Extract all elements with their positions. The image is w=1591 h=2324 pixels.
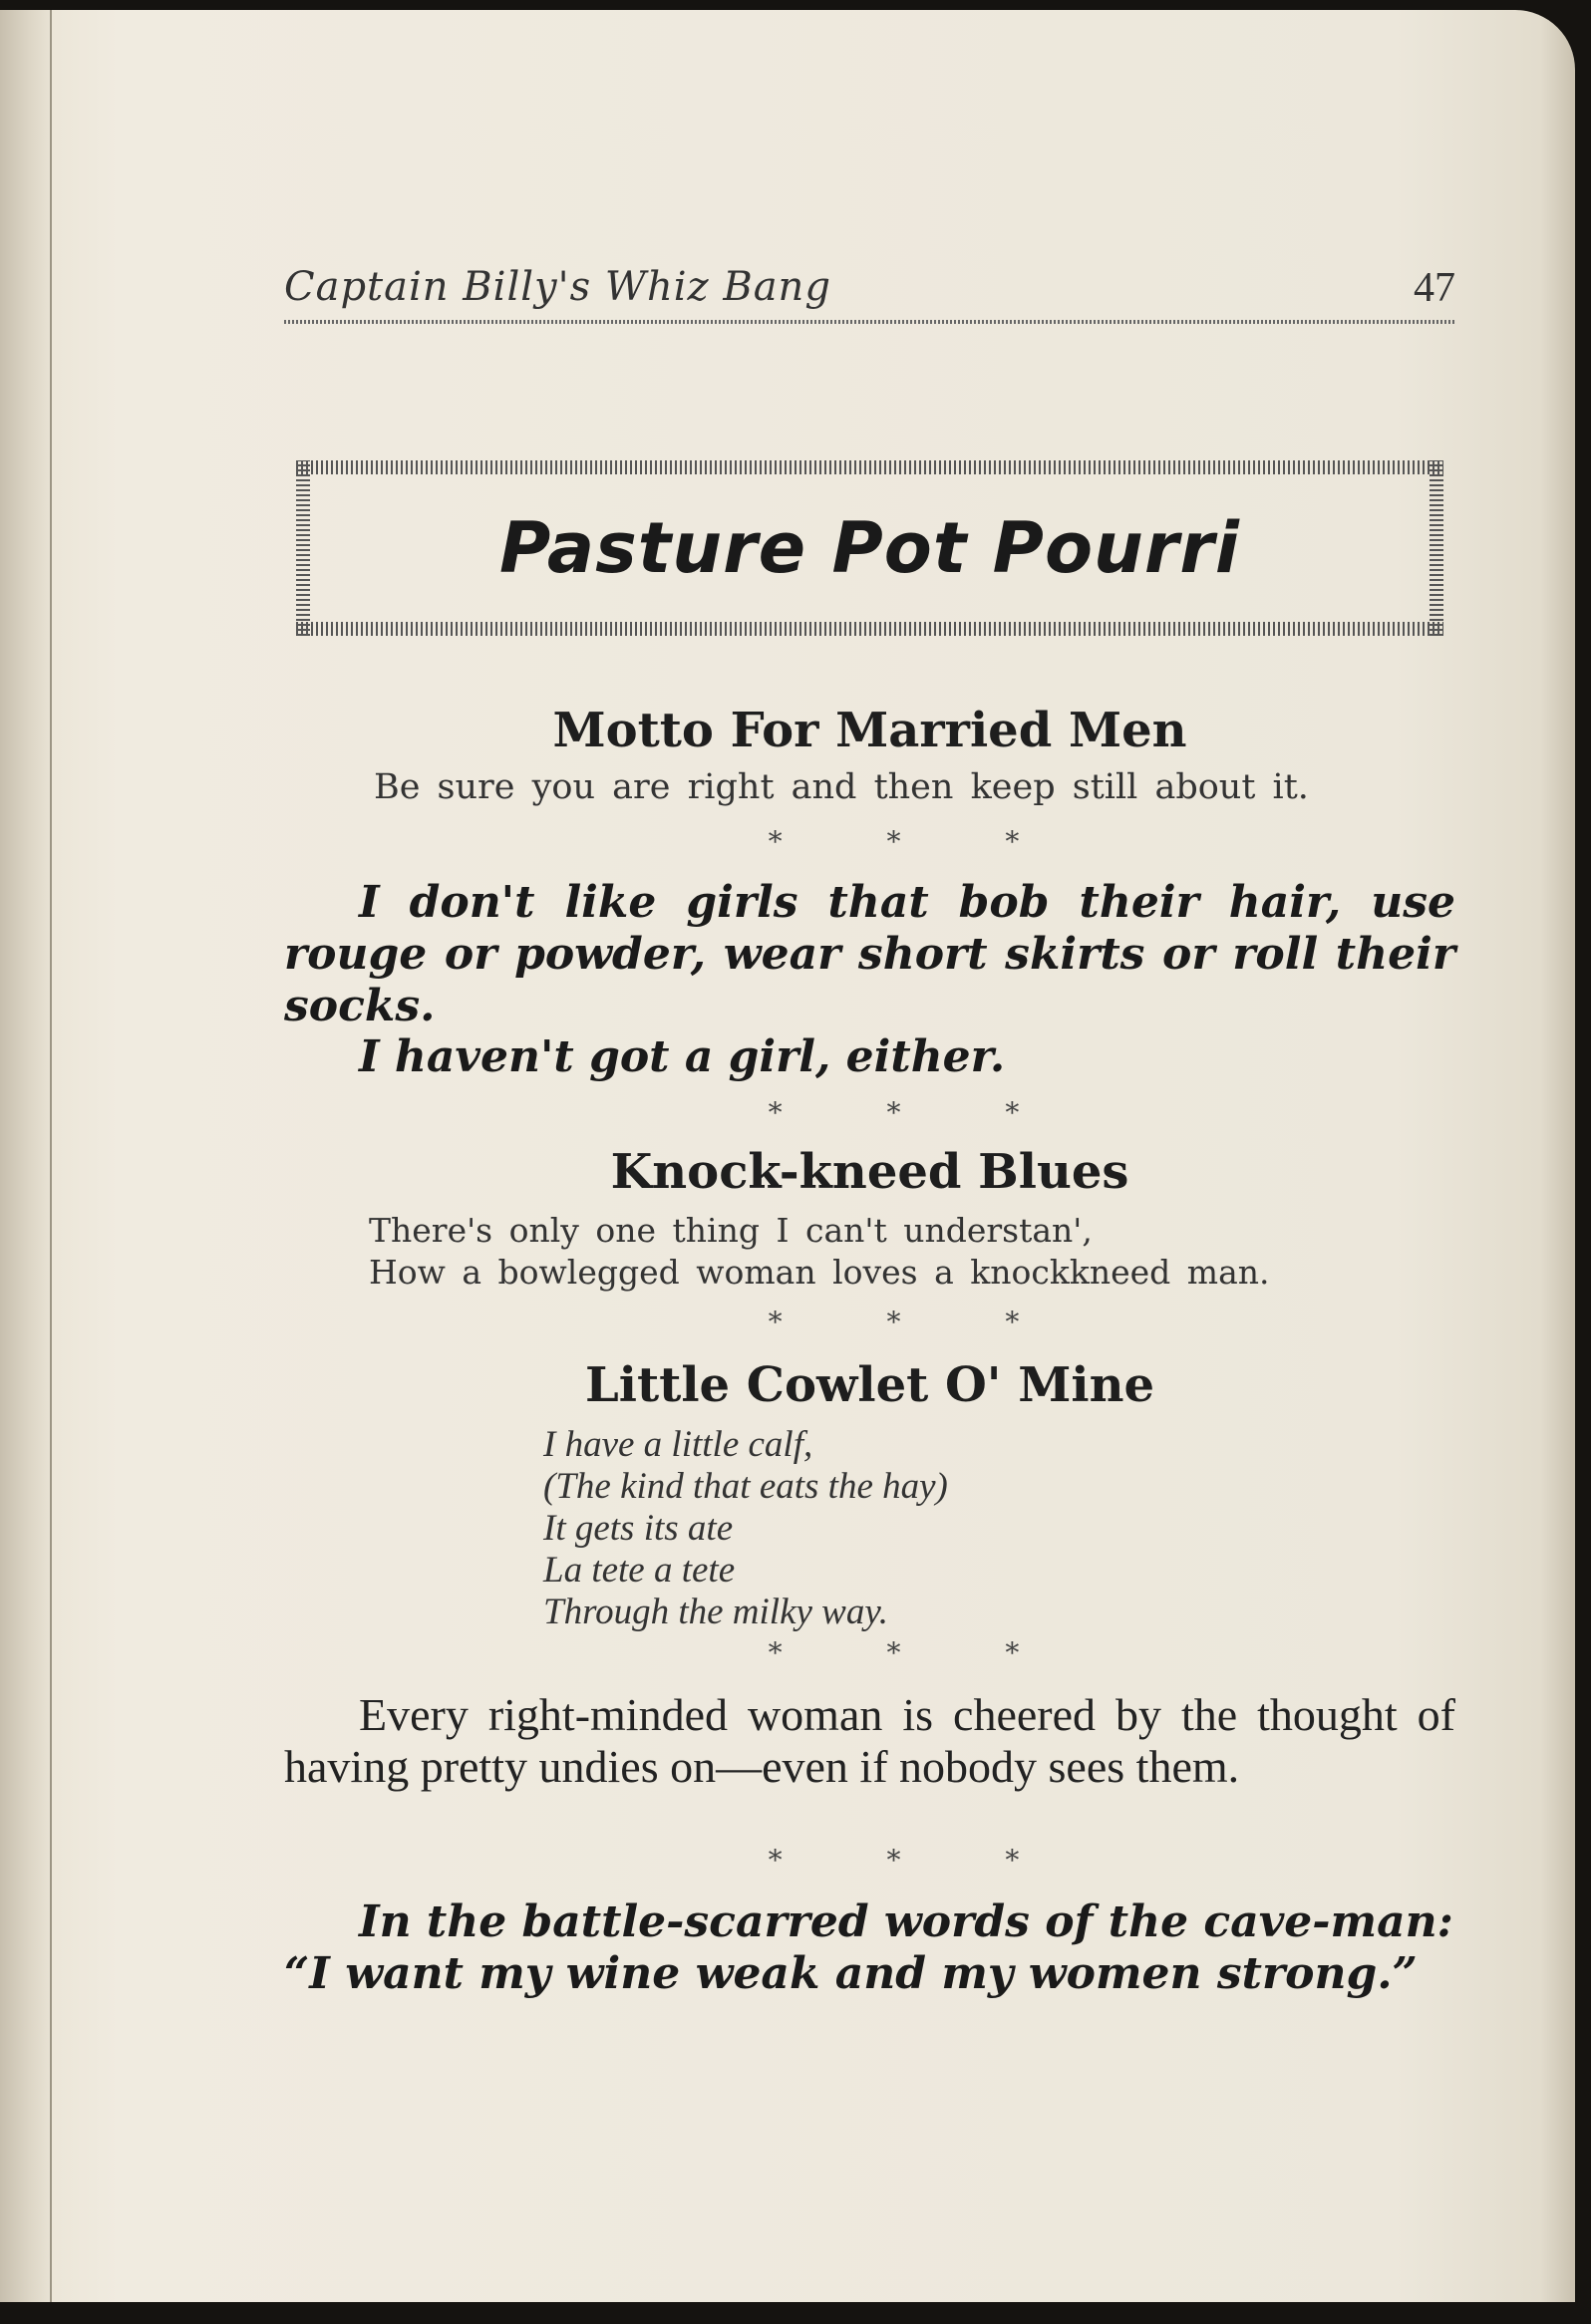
header-title: Captain Billy's Whiz Bang [284, 264, 831, 310]
caveman-intro: In the battle-scarred words of the cave-man: [359, 1896, 1453, 1947]
motto-text: Be sure you are right and then keep still about it. [374, 767, 1309, 807]
cowlet-line-5: Through the milky way. [543, 1592, 888, 1632]
knock-kneed-line-2: How a bowlegged woman loves a knockkneed man. [369, 1253, 1270, 1292]
knock-kneed-line-1: There's only one thing I can't understan', [369, 1211, 1093, 1250]
undies-paragraph: Every right-minded woman is cheered by the thought of having pretty undies on—even if nobody sees them. [284, 1689, 1455, 1792]
cowlet-line-2: (The kind that eats the hay) [543, 1466, 948, 1507]
book-spine [0, 10, 52, 2302]
separator-5: * * * [768, 1844, 1068, 1877]
joke-bobbed-hair: I don't like girls that bob their hair, use rouge or powder, wear short skirts or roll their socks. [284, 877, 1455, 1031]
book-page [0, 10, 1575, 2302]
cowlet-line-4: La tete a tete [543, 1550, 736, 1591]
cowlet-line-3: It gets its ate [543, 1508, 734, 1549]
cowlet-heading: Little Cowlet O' Mine [584, 1357, 1155, 1413]
caveman-quote: “I want my wine weak and my women strong.” [284, 1948, 1418, 1999]
header-rule [284, 320, 1455, 324]
joke-bobbed-hair-punchline: I haven't got a girl, either. [359, 1031, 1006, 1082]
running-header [284, 264, 1455, 324]
separator-4: * * * [768, 1636, 1068, 1669]
separator-3: * * * [768, 1306, 1068, 1338]
separator-2: * * * [768, 1096, 1068, 1129]
section-title: Pasture Pot Pourri [499, 507, 1240, 589]
cowlet-line-1: I have a little calf, [543, 1424, 813, 1465]
page-number: 47 [1414, 265, 1455, 311]
separator-1: * * * [768, 825, 1068, 858]
section-title-box [284, 448, 1455, 648]
knock-kneed-heading: Knock-kneed Blues [610, 1144, 1129, 1200]
motto-heading: Motto For Married Men [552, 703, 1187, 758]
